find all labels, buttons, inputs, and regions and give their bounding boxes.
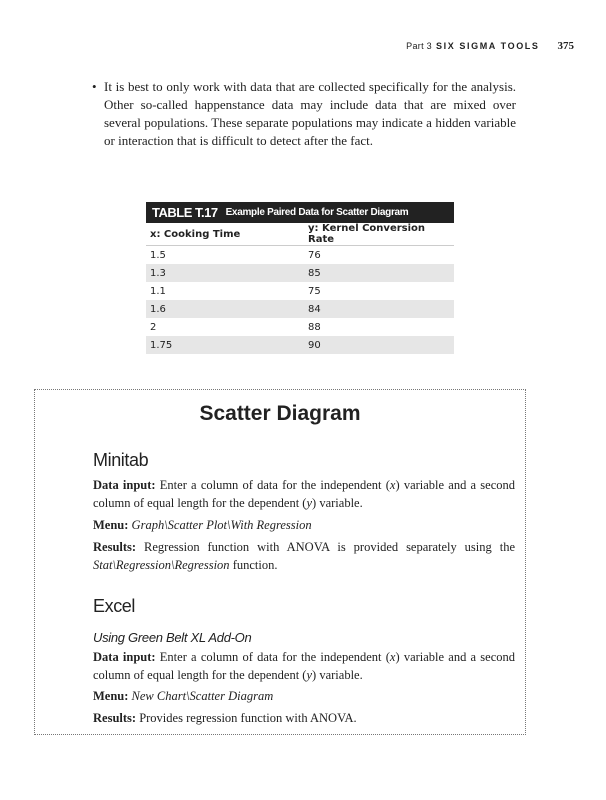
minitab-data-input-text-1: Enter a column of data for the independent ( [159,478,390,492]
table-cell-y: 75 [308,285,321,297]
excel-data-input-y: y [306,668,313,682]
minitab-results-text: Regression function with ANOVA is provided separately using the [144,540,515,554]
minitab-data-input-text-2: ) variable and a second column of equal length for the dependent ( [93,478,516,510]
running-head-part: Part 3 [406,41,432,51]
table-header-y: y: Kernel Conversion Rate [304,223,454,246]
table-cell-y: 76 [308,249,321,261]
table-header-row [146,223,454,246]
excel-menu-path: New Chart\Scatter Diagram [131,689,274,703]
excel-data-input-label: Data input: [93,650,156,664]
tool-box [34,389,526,735]
minitab-results [93,538,515,574]
minitab-results-label: Results: [93,540,137,554]
minitab-data-input-text-3: ) variable. [312,496,363,510]
table-body [146,223,454,354]
table-cell-x: 1.3 [146,264,304,282]
excel-data-input [93,648,515,684]
data-table [146,202,454,354]
minitab-menu-label: Menu: [93,518,129,532]
minitab-menu-path: Graph\Scatter Plot\With Regression [131,518,312,532]
excel-results-text: Provides regression function with ANOVA. [139,711,357,725]
table-cell-x: 2 [150,321,157,333]
minitab-data-input-label: Data input: [93,478,156,492]
table-cell-x: 1.5 [150,249,166,261]
table-row [146,282,454,300]
table-row [146,336,454,354]
bullet-text: It is best to only work with data that are collected specifically for the analysis. Other so-called happenstance data may include data that are mixed over several populations. These separate populations may indicate a hidden variable or interaction that is difficult to detect after the fact. [104,79,516,148]
table-label: TABLE T.17 [152,205,218,220]
table-header-x: x: Cooking Time [146,223,304,246]
excel-heading: Excel [93,596,136,616]
minitab-results-suffix: function. [232,558,278,572]
page-number: 375 [557,40,574,52]
excel-results-label: Results: [93,711,137,725]
table-title: Example Paired Data for Scatter Diagram [225,207,409,218]
running-head-section: SIX SIGMA TOOLS [435,41,540,51]
minitab-menu [93,516,515,534]
minitab-results-path: Stat\Regression\Regression [93,558,230,572]
excel-menu [93,687,515,705]
table-cell-y: 85 [304,264,454,282]
table-cell-x: 1.6 [146,300,304,318]
table-cell-y: 90 [304,336,454,354]
table-caption [146,202,454,223]
table-row [146,300,454,318]
table-row [146,264,454,282]
bullet-icon: • [92,79,97,94]
minitab-data-input [93,476,515,512]
table-row [146,318,454,336]
table-cell-x: 1.1 [150,285,166,297]
minitab-data-input-y: y [306,496,313,510]
excel-data-input-x: x [389,650,396,664]
table-cell-x: 1.75 [146,336,304,354]
table-cell-y: 88 [308,321,321,333]
box-title: Scatter Diagram [199,402,361,425]
minitab-data-input-x: x [389,478,396,492]
running-head [406,40,574,52]
table-row [146,246,454,265]
excel-data-input-text-3: ) variable. [312,668,363,682]
excel-menu-label: Menu: [93,689,129,703]
excel-results [93,709,515,727]
minitab-heading: Minitab [93,450,149,470]
excel-data-input-text-2: ) variable and a second column of equal length for the dependent ( [93,650,516,682]
excel-subheading: Using Green Belt XL Add-On [93,630,252,645]
table-cell-y: 84 [304,300,454,318]
bullet-item [92,78,516,150]
excel-data-input-text-1: Enter a column of data for the independent ( [159,650,390,664]
